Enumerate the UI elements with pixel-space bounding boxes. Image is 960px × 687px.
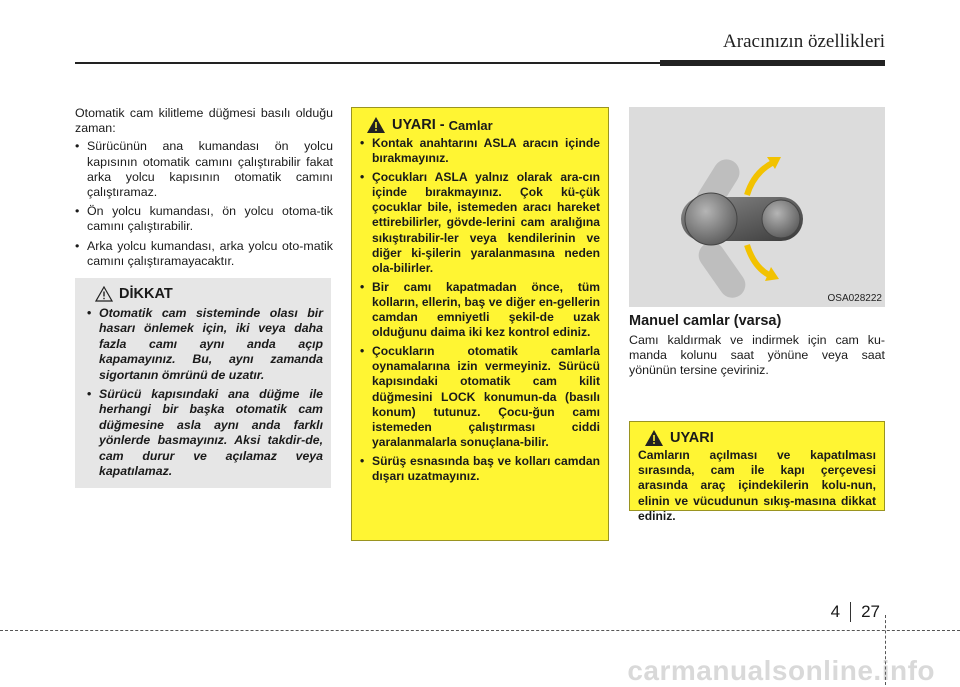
footer-dashed-line <box>0 630 960 631</box>
chapter-number: 4 <box>830 602 841 621</box>
warning-bullet: • Bir camı kapatmadan önce, tüm kolların, ellerin, baş ve diğer en-gellerin camdan emniyetli şekil-de uzak olduğunu daima iki kez kontrol ediniz. <box>360 280 600 340</box>
section-text: Camı kaldırmak ve indirmek için cam ku-manda kolunu saat yönüne veya saat yönünün tersine çeviriniz. <box>629 333 885 378</box>
warning-triangle-outline-icon <box>95 286 113 302</box>
intro-bullet: • Ön yolcu kumandası, ön yolcu otoma-tik camını çalıştırabilir. <box>75 204 333 234</box>
warning-bullet: • Çocukları ASLA yalnız olarak ara-cın içinde bırakmayınız. Çok kü-çük çocuklar bile, istemeden aracı hareket ettirebilirler, gövde-lerini cam aralığına sıkıştırabilir-ler veya kendilerinin ve diğer ki-şilerin yaralanmasına neden ola-bilirler. <box>360 170 600 276</box>
window-crank-photo <box>629 107 885 307</box>
warning-windows-bullets <box>360 136 600 484</box>
warning-windows-box <box>351 107 609 541</box>
caution-box <box>75 278 331 488</box>
intro-bullet: • Arka yolcu kumandası, arka yolcu oto-matik camını çalıştıramayacaktır. <box>75 239 333 269</box>
intro-bullet: • Sürücünün ana kumandası ön yolcu kapısının otomatik camını çalıştırabilir fakat arka yolcu kapısının otomatik camını çalıştıramaz. <box>75 139 333 200</box>
caution-header <box>95 286 323 302</box>
page-number <box>831 602 880 622</box>
warning-windows-title: UYARI - <box>392 117 445 133</box>
warning-header <box>644 429 876 447</box>
header-title: Aracınızın özellikleri <box>723 31 885 52</box>
intro-text: Otomatik cam kilitleme düğmesi basılı olduğu zaman: <box>75 106 333 136</box>
section-title: Manuel camlar (varsa) <box>629 313 782 329</box>
intro-column <box>75 106 333 273</box>
caution-bullet: • Otomatik cam sisteminde olası bir hasarı önlemek için, iki veya daha fazla camı aynı anda açıp kapamayınız. Bu, aynı zamanda sigortanın ömrünü de uzatır. <box>87 306 323 383</box>
warning-triangle-icon <box>644 429 664 447</box>
warning-box <box>629 421 885 523</box>
page-number-value: 27 <box>861 602 880 621</box>
caution-bullet: • Sürücü kapısındaki ana düğme ile herhangi bir başka otomatik cam düğmesine asla aynı anda farklı yönlerde basmayınız. Aksi takdir-de, cam durur ve açılamaz veya kapatılamaz. <box>87 387 323 479</box>
warning-text: Camların açılması ve kapatılması sırasında, cam ile kapı çerçevesi arasında araç içindekilerin kolu-nun, elinin ve vücudunun sıkış-masına dikkat ediniz. <box>638 448 876 523</box>
photo-code: OSA028222 <box>827 293 882 304</box>
warning-bullet: • Çocukların otomatik camlarla oynamalarına izin vermeyiniz. Sürücü kapısındaki otomatik cam kilit düğmesini LOCK konumun-da (basılı konum) tutunuz. Çocu-ğun camı istemeden çalıştırması ciddi yaralanmalarla sonuçlana-bilir. <box>360 344 600 450</box>
caution-title: DİKKAT <box>119 286 173 302</box>
intro-bullets <box>75 139 333 269</box>
warning-windows-subtitle: Camlar <box>448 117 493 133</box>
caution-bullets <box>87 306 323 479</box>
warning-title: UYARI <box>670 430 714 446</box>
warning-bullet: • Sürüş esnasında baş ve kolları camdan dışarı uzatmayınız. <box>360 454 600 484</box>
page-separator <box>850 602 851 622</box>
header-bar <box>660 60 885 66</box>
warning-windows-header <box>366 116 600 134</box>
warning-bullet: • Kontak anahtarını ASLA aracın içinde bırakmayınız. <box>360 136 600 166</box>
warning-triangle-icon <box>366 116 386 134</box>
watermark: carmanualsonline.info <box>627 655 935 686</box>
window-crank-illustration <box>629 107 885 307</box>
